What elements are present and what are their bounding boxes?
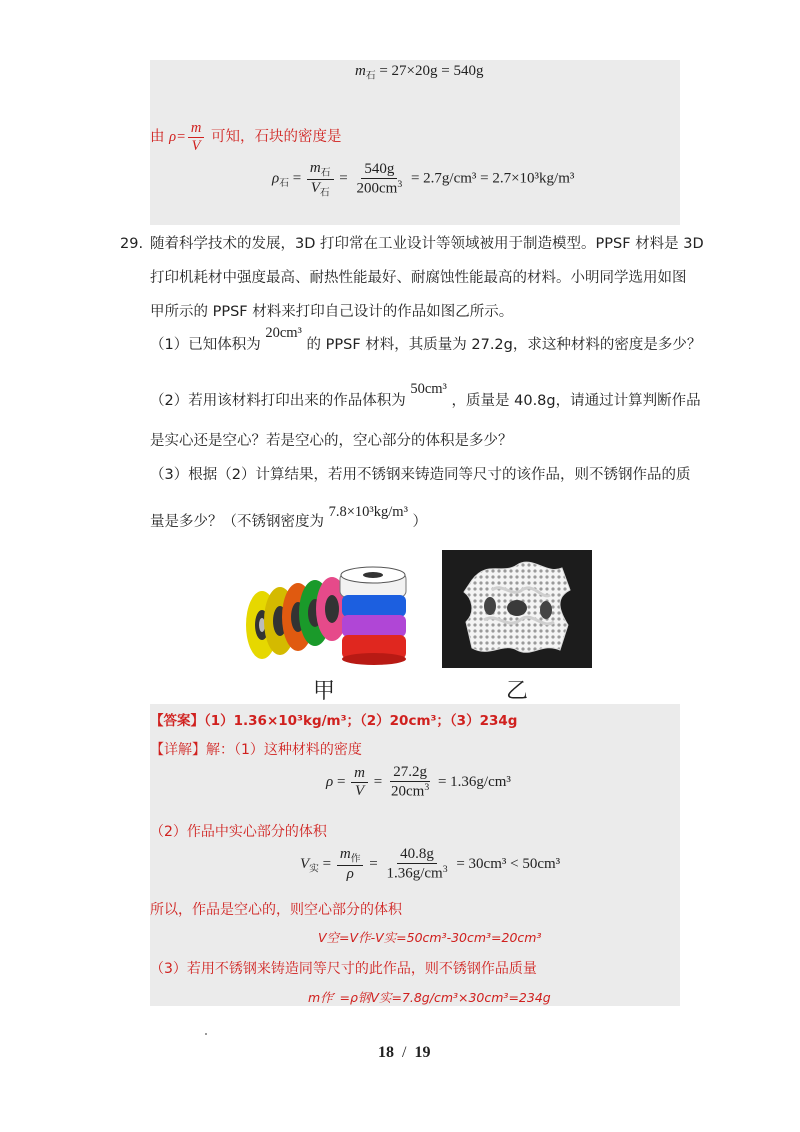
question-intro-line-2: 打印机耗材中强度最高、耐热性能最好、耐腐蚀性能最高的材料。小明同学选用如图 bbox=[150, 270, 687, 286]
question-intro-line-3: 甲所示的 PPSF 材料来打印自己设计的作品如图乙所示。 bbox=[150, 304, 514, 320]
mass-rock-equation: $m_石 = 27\times 20g = 540g$ bbox=[355, 63, 484, 82]
figure-jia-spools-image bbox=[240, 555, 415, 670]
part3-question-line-1: （3）根据（2）计算结果，若用不锈钢来铸造同等尺寸的该作品，则不锈钢作品的质 bbox=[150, 467, 691, 483]
rock-density-equation: $\rho_石$ = $\frac{m_石}{V_石}$ = $\frac{540g}{200cm^3}$ = 2.7g/cm³ = 2.7×10³kg/m³ bbox=[272, 160, 575, 199]
conclusion-line: 所以，作品是空心的，则空心部分的体积 bbox=[150, 902, 402, 918]
part2-heading: （2）作品中实心部分的体积 bbox=[150, 824, 327, 840]
page-number bbox=[378, 1044, 430, 1062]
figure-yi-lattice-image bbox=[442, 550, 592, 668]
page-total: 19 bbox=[414, 1044, 431, 1061]
hollow-volume-equation: V空=V作-V实=50cm³-30cm³=20cm³ bbox=[318, 930, 542, 945]
part1-volume-value: 20cm³ bbox=[265, 325, 302, 341]
part2-question-line-1: （2）若用该材料打印出来的作品体积为 50cm³ ，质量是 40.8g，请通过计算判断作品 bbox=[150, 381, 701, 409]
steel-mass-equation: m作′ =ρ钢V实=7.8g/cm³×30cm³=234g bbox=[308, 990, 551, 1005]
page-separator: / bbox=[402, 1044, 407, 1061]
rock-density-result: = 2.7g/cm³ = 2.7×10³kg/m³ bbox=[410, 170, 575, 187]
density-formula-intro: 由 ρ= $\frac{m}{V}$ 可知，石块的密度是 bbox=[150, 120, 342, 154]
page-current: 18 bbox=[378, 1044, 394, 1061]
solid-volume-equation: $V_实$ = $\frac{m_作}{\rho}$ = $\frac{40.8g}{1.36g/cm^3}$ = 30cm³ < 50cm³ bbox=[300, 846, 561, 882]
question-number: 29. bbox=[120, 236, 144, 252]
detail-heading: 【详解】解：（1）这种材料的密度 bbox=[150, 742, 362, 758]
steel-density-value: 7.8×10³kg/m³ bbox=[328, 504, 408, 520]
part3-heading: （3）若用不锈钢来铸造同等尺寸的此作品，则不锈钢作品质量 bbox=[150, 961, 537, 977]
part1-question: （1）已知体积为 20cm³ 的 PPSF 材料，其质量为 27.2g，求这种材料的密度是多少？ bbox=[150, 325, 702, 353]
figure-jia-label: 甲 bbox=[313, 679, 336, 704]
tiny-dot bbox=[205, 1033, 207, 1035]
answer-line: 【答案】（1）1.36×10³kg/m³；（2）20cm³；（3）234g bbox=[150, 713, 518, 729]
figure-yi-label: 乙 bbox=[506, 679, 529, 704]
part2-volume-value: 50cm³ bbox=[410, 381, 447, 397]
part2-question-line-2: 是实心还是空心？若是空心的，空心部分的体积是多少？ bbox=[150, 433, 513, 449]
material-density-equation: ρ = $\frac{m}{V}$ = $\frac{27.2g}{20cm^3}$ = 1.36g/cm³ bbox=[326, 764, 511, 800]
part3-question-line-2: 量是多少？（不锈钢密度为 7.8×10³kg/m³ ） bbox=[150, 504, 428, 530]
question-intro-line-1: 随着科学技术的发展，3D 打印常在工业设计等领域被用于制造模型。PPSF 材料是 3D bbox=[150, 236, 704, 252]
